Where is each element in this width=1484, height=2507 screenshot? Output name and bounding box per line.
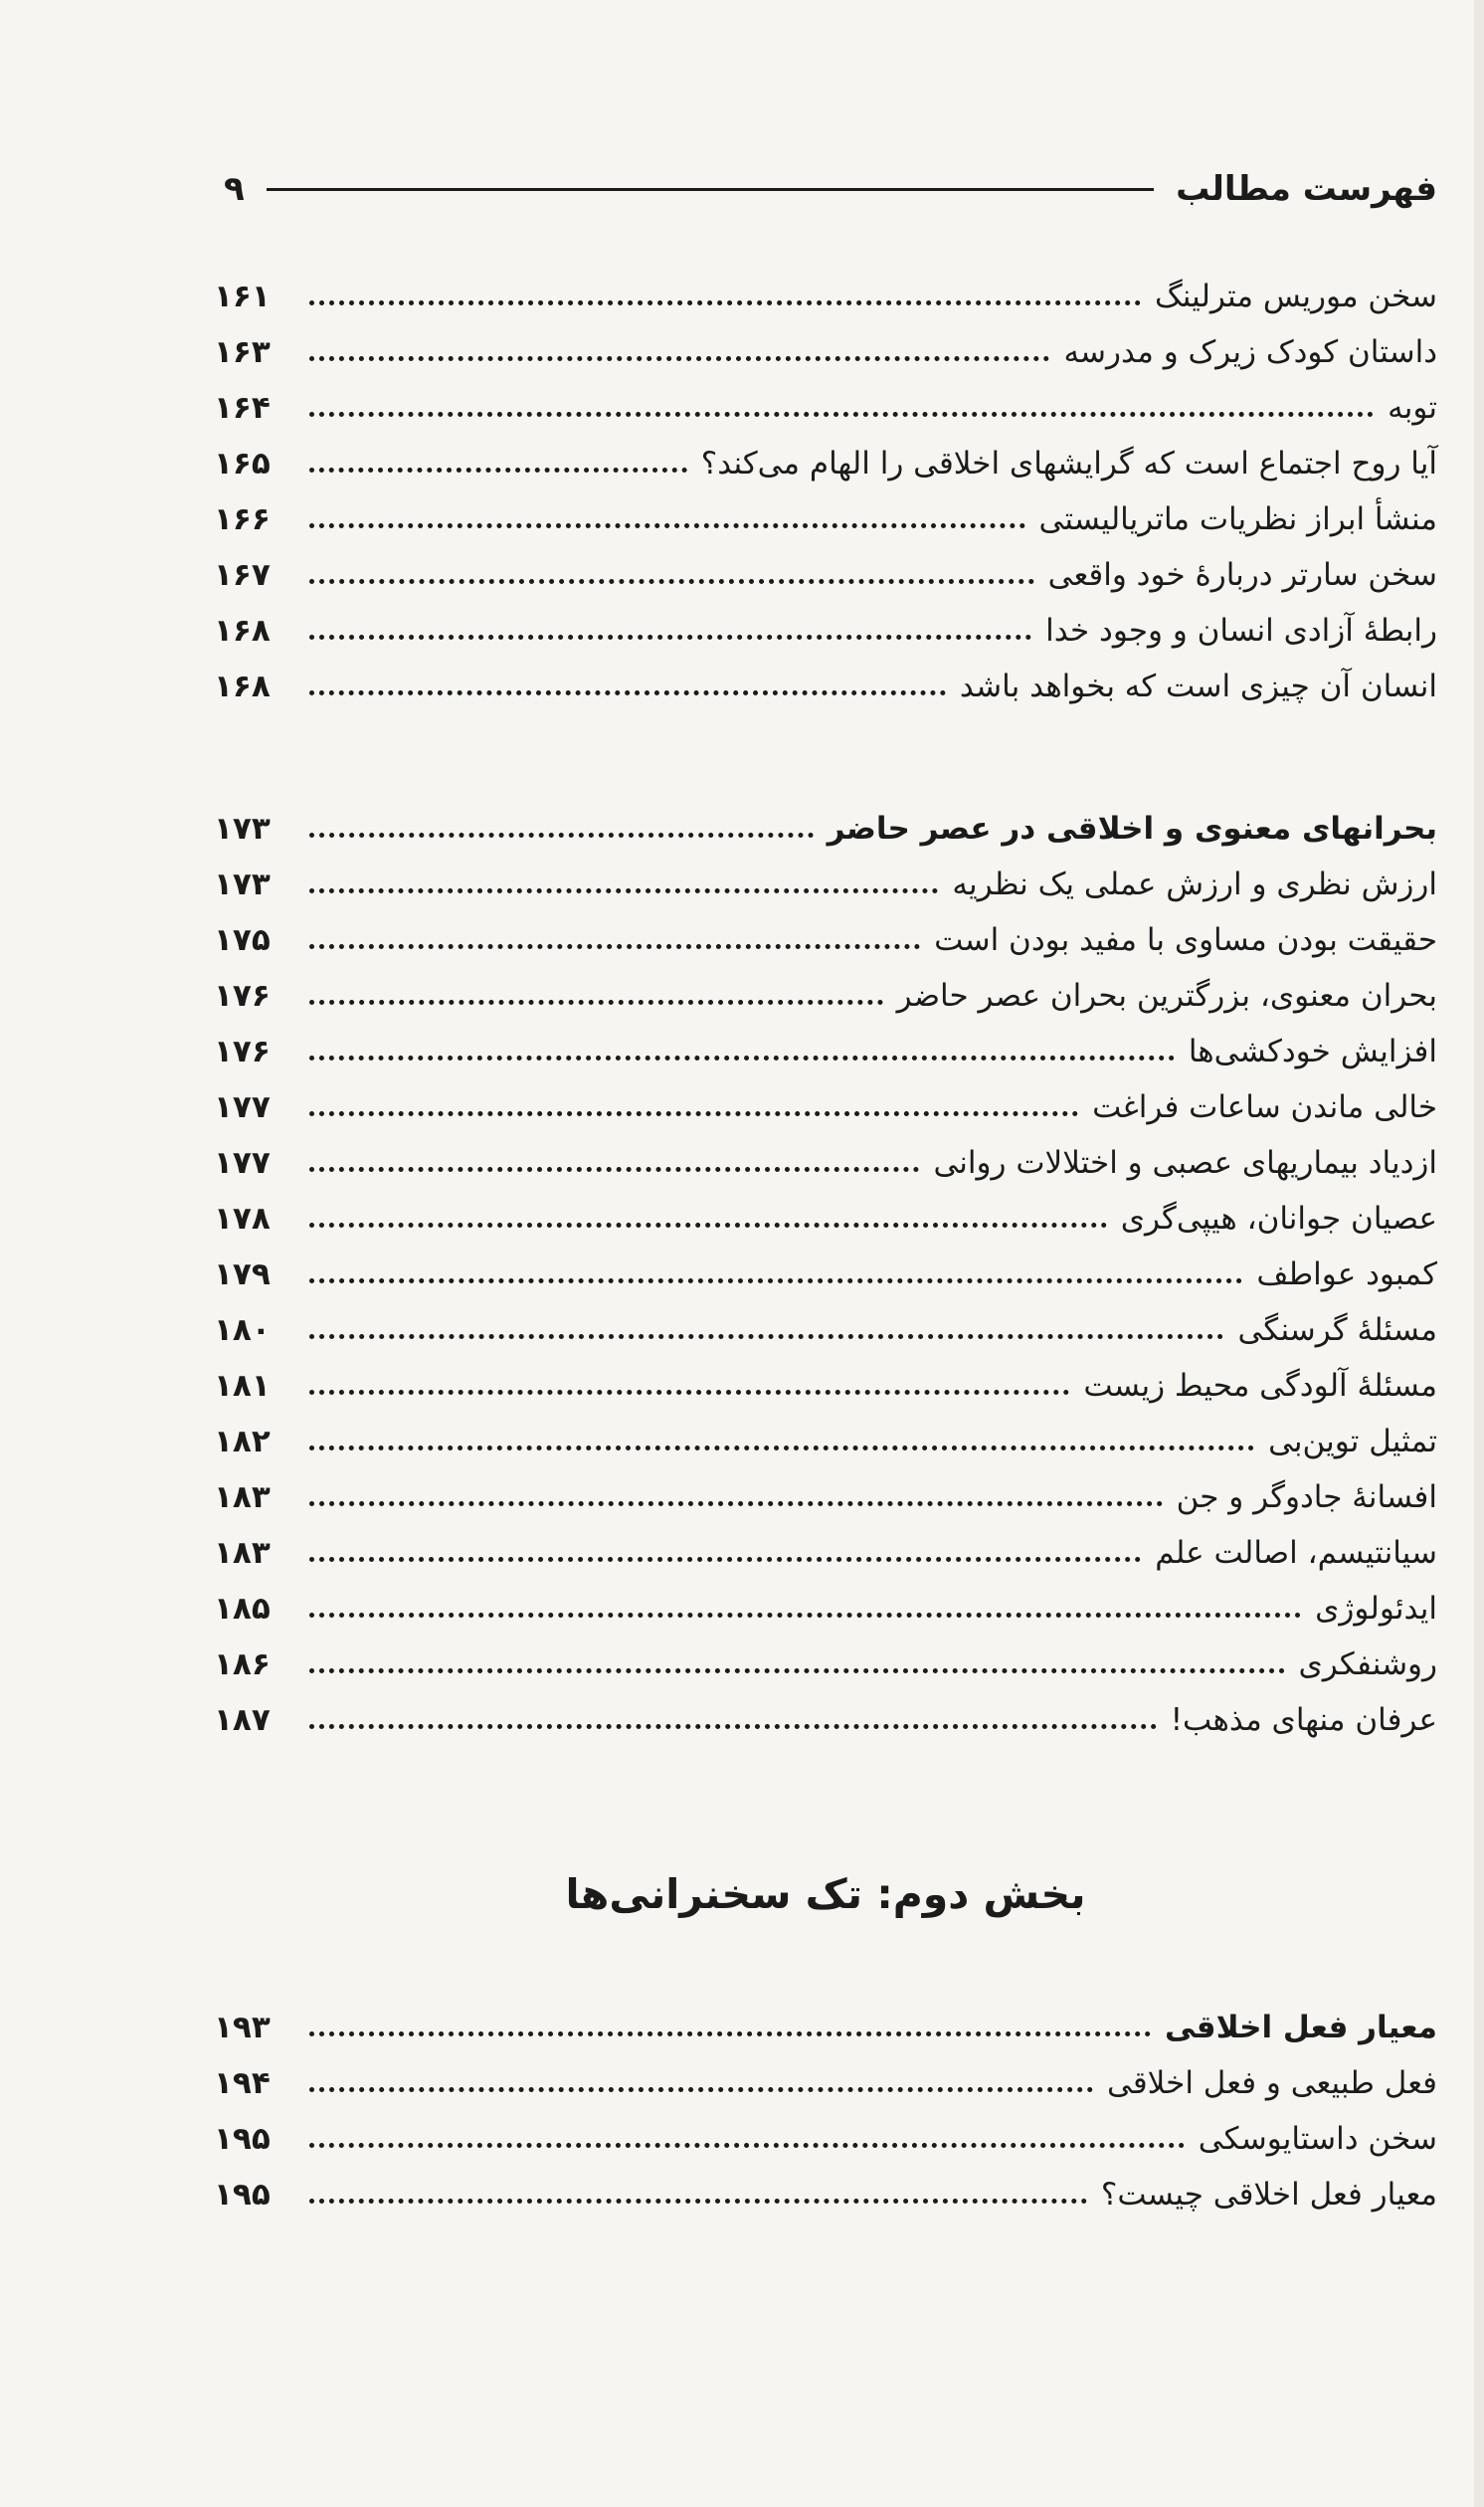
entry-title: خالی ماندن ساعات فراغت — [1092, 1089, 1437, 1125]
toc-entry — [214, 1469, 1437, 1525]
toc-entry — [214, 968, 1437, 1024]
entry-title: سیانتیسم، اصالت علم — [1155, 1535, 1437, 1571]
dot-leader — [309, 1501, 1163, 1506]
entry-title: انسان آن چیزی است که بخواهد باشد — [959, 669, 1437, 704]
toc-section-three — [214, 2000, 1437, 2222]
entry-title: داستان کودک زیرک و مدرسه — [1063, 334, 1437, 370]
entry-title: منشأ ابراز نظریات ماتریالیستی — [1038, 501, 1437, 537]
entry-page-number: ۱۶۸ — [214, 669, 271, 704]
entry-page-number: ۱۷۷ — [214, 1089, 271, 1125]
entry-title: آیا روح اجتماع است که گرایشهای اخلاقی را الهام می‌کند؟ — [700, 446, 1437, 482]
entry-page-number: ۱۸۷ — [214, 1702, 271, 1738]
dot-leader — [309, 1223, 1107, 1228]
entry-title: مسئلهٔ گرسنگی — [1237, 1312, 1437, 1348]
entry-page-number: ۱۹۳ — [214, 2010, 271, 2045]
toc-entry — [214, 2055, 1437, 2111]
dot-leader — [309, 1056, 1175, 1061]
toc-entry — [214, 1024, 1437, 1079]
header-rule — [267, 188, 1154, 191]
toc-entry — [214, 436, 1437, 491]
toc-heading-row — [214, 801, 1437, 857]
entry-page-number: ۱۶۶ — [214, 501, 271, 537]
dot-leader — [309, 1000, 883, 1005]
entry-page-number: ۱۶۷ — [214, 557, 271, 593]
dot-leader — [309, 2087, 1093, 2092]
entry-page-number: ۱۸۳ — [214, 1535, 271, 1571]
toc-entry — [214, 491, 1437, 547]
entry-page-number: ۱۶۳ — [214, 334, 271, 370]
entry-page-number: ۱۸۵ — [214, 1591, 271, 1627]
dot-leader — [309, 523, 1025, 528]
toc-entry — [214, 269, 1437, 324]
dot-leader — [309, 690, 946, 695]
toc-entry — [214, 380, 1437, 436]
entry-title: سخن داستایوسکی — [1198, 2121, 1437, 2157]
dot-leader — [309, 1668, 1285, 1673]
toc-entry — [214, 857, 1437, 912]
toc-entry — [214, 1079, 1437, 1135]
toc-entry — [214, 1358, 1437, 1414]
toc-entry — [214, 1692, 1437, 1748]
toc-entry — [214, 659, 1437, 714]
entry-title: معیار فعل اخلاقی — [1164, 2010, 1437, 2045]
toc-entry — [214, 1525, 1437, 1581]
entry-page-number: ۱۷۸ — [214, 1201, 271, 1237]
entry-page-number: ۱۸۱ — [214, 1368, 271, 1404]
entry-title: فعل طبیعی و فعل اخلاقی — [1107, 2065, 1437, 2101]
toc-entry — [214, 1414, 1437, 1469]
entry-page-number: ۱۶۱ — [214, 279, 271, 314]
entry-title: افزایش خودکشی‌ها — [1188, 1034, 1437, 1069]
entry-page-number: ۱۹۵ — [214, 2121, 271, 2157]
toc-entry — [214, 1581, 1437, 1637]
toc-entry — [214, 1191, 1437, 1247]
entry-page-number: ۱۹۵ — [214, 2177, 271, 2213]
entry-title: بحرانهای معنوی و اخلاقی در عصر حاضر — [827, 811, 1437, 847]
entry-title: ارزش نظری و ارزش عملی یک نظریه — [952, 867, 1437, 902]
toc-entry — [214, 1135, 1437, 1191]
entry-title: سخن سارتر دربارهٔ خود واقعی — [1047, 557, 1437, 593]
entry-title: عصیان جوانان، هیپی‌گری — [1120, 1201, 1437, 1237]
toc-entry — [214, 547, 1437, 603]
entry-page-number: ۱۷۶ — [214, 978, 271, 1014]
entry-page-number: ۱۸۰ — [214, 1312, 271, 1348]
toc-entry — [214, 603, 1437, 659]
entry-title: حقیقت بودن مساوی با مفید بودن است — [934, 922, 1437, 958]
entry-page-number: ۱۹۴ — [214, 2065, 271, 2101]
toc-section-one — [214, 269, 1437, 714]
entry-page-number: ۱۷۵ — [214, 922, 271, 958]
toc-entry — [214, 1302, 1437, 1358]
running-title: فهرست مطالب — [1176, 169, 1437, 209]
toc-heading-row — [214, 2000, 1437, 2055]
dot-leader — [309, 888, 938, 893]
dot-leader — [309, 833, 814, 838]
dot-leader — [309, 300, 1141, 305]
entry-page-number: ۱۷۹ — [214, 1256, 271, 1292]
part-title: بخش دوم: تک سخنرانی‌ها — [565, 1870, 1086, 1918]
entry-page-number: ۱۶۴ — [214, 390, 271, 426]
dot-leader — [309, 2143, 1185, 2148]
dot-leader — [309, 1390, 1069, 1395]
entry-title: سخن موریس مترلینگ — [1155, 279, 1437, 314]
page-number: ۹ — [224, 169, 245, 209]
toc-entry — [214, 1247, 1437, 1302]
dot-leader — [309, 2031, 1151, 2036]
entry-title: توبه — [1388, 390, 1437, 426]
running-head — [224, 164, 1437, 214]
entry-page-number: ۱۶۵ — [214, 446, 271, 482]
toc-entry — [214, 324, 1437, 380]
entry-title: روشنفکری — [1298, 1646, 1437, 1682]
toc-section-two — [214, 801, 1437, 1748]
toc-entry — [214, 2111, 1437, 2167]
entry-title: مسئلهٔ آلودگی محیط زیست — [1083, 1368, 1437, 1404]
dot-leader — [309, 1334, 1223, 1339]
entry-page-number: ۱۷۶ — [214, 1034, 271, 1069]
entry-title: ایدئولوژی — [1315, 1591, 1437, 1627]
entry-page-number: ۱۷۷ — [214, 1145, 271, 1181]
dot-leader — [309, 1557, 1141, 1562]
dot-leader — [309, 356, 1049, 361]
entry-title: افسانهٔ جادوگر و جن — [1176, 1479, 1437, 1515]
entry-title: بحران معنوی، بزرگترین بحران عصر حاضر — [896, 978, 1437, 1014]
dot-leader — [309, 635, 1031, 640]
dot-leader — [309, 944, 920, 949]
dot-leader — [309, 1278, 1242, 1283]
entry-title: معیار فعل اخلاقی چیست؟ — [1100, 2177, 1437, 2213]
entry-page-number: ۱۷۳ — [214, 811, 271, 847]
dot-leader — [309, 412, 1374, 417]
dot-leader — [309, 1613, 1301, 1618]
entry-page-number: ۱۷۳ — [214, 867, 271, 902]
toc-entry — [214, 1637, 1437, 1692]
dot-leader — [309, 579, 1034, 584]
entry-page-number: ۱۸۳ — [214, 1479, 271, 1515]
dot-leader — [309, 1111, 1078, 1116]
entry-title: ازدیاد بیماریهای عصبی و اختلالات روانی — [933, 1145, 1437, 1181]
entry-title: رابطهٔ آزادی انسان و وجود خدا — [1045, 613, 1437, 649]
entry-title: عرفان منهای مذهب! — [1170, 1702, 1437, 1738]
dot-leader — [309, 1724, 1157, 1729]
entry-page-number: ۱۸۲ — [214, 1424, 271, 1459]
dot-leader — [309, 468, 687, 473]
toc-entry — [214, 912, 1437, 968]
dot-leader — [309, 2199, 1087, 2204]
paper-edge — [1474, 0, 1484, 2507]
entry-title: کمبود عواطف — [1256, 1256, 1437, 1292]
entry-title: تمثیل توین‌بی — [1268, 1424, 1437, 1459]
dot-leader — [309, 1167, 919, 1172]
toc-entry — [214, 2167, 1437, 2222]
entry-page-number: ۱۸۶ — [214, 1646, 271, 1682]
entry-page-number: ۱۶۸ — [214, 613, 271, 649]
dot-leader — [309, 1446, 1254, 1450]
